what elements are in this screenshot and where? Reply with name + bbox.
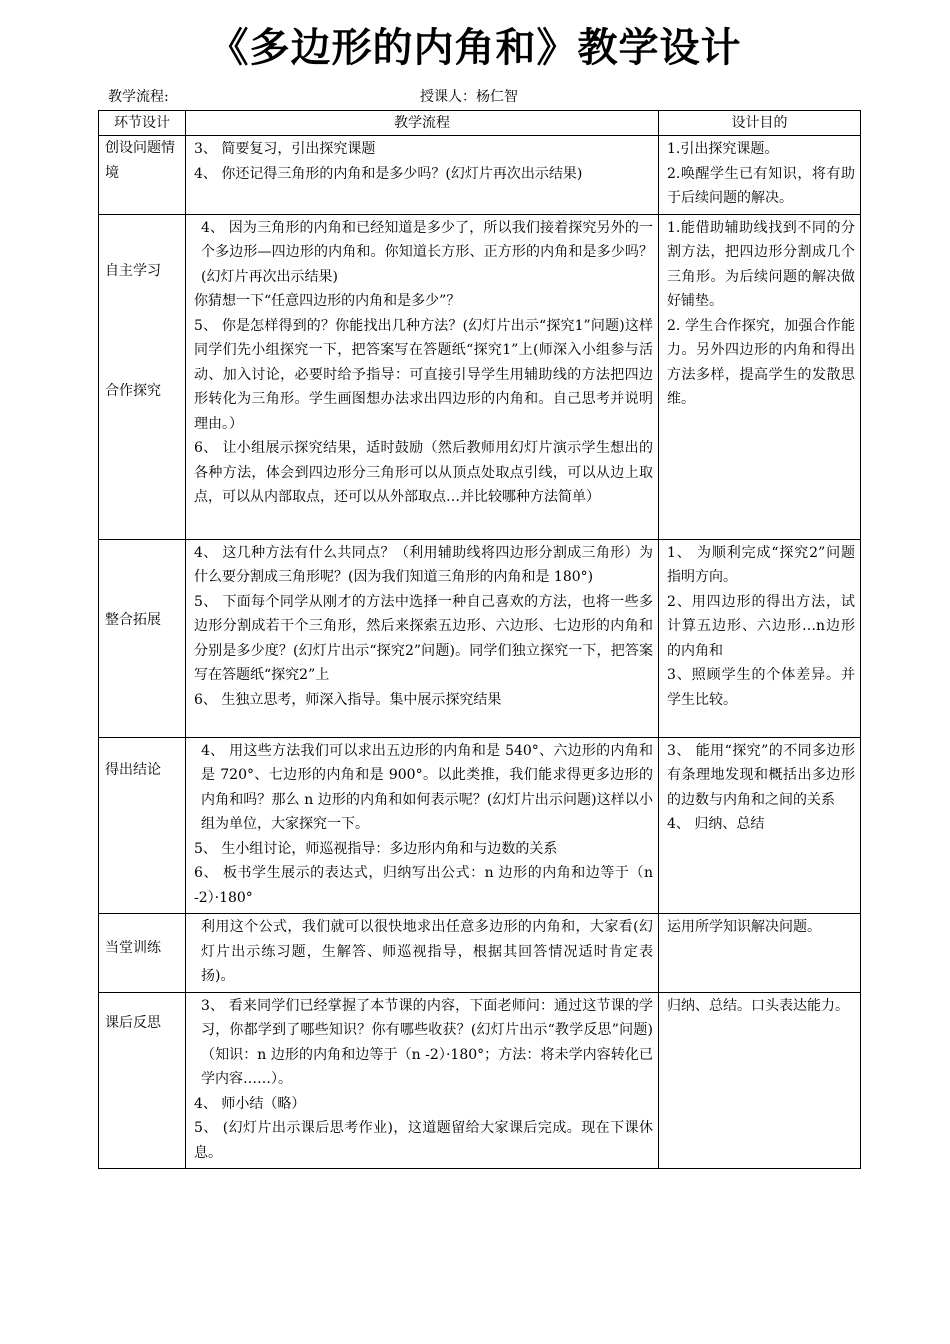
flow-paragraph: 6、 生独立思考，师深入指导。集中展示探究结果 xyxy=(194,691,502,708)
stage-label: 课后反思 xyxy=(105,1014,161,1031)
purpose-cell xyxy=(659,914,861,993)
stage-label: 得出结论 xyxy=(105,761,161,778)
table-row xyxy=(99,214,861,539)
stage-cell xyxy=(99,136,186,215)
flow-paragraph: 5、 生小组讨论，师巡视指导：多边形内角和与边数的关系 xyxy=(194,840,558,857)
flow-paragraph: 4、 这几种方法有什么共同点？（利用辅助线将四边形分割成三角形）为什么要分割成三角形呢？(因为我们知道三角形的内角和是 180°) xyxy=(194,544,653,585)
stage-label: 合作探究 xyxy=(105,383,161,399)
purpose-paragraph: 2、用四边形的得出方法，试计算五边形、六边形…n边形的内角和 xyxy=(667,593,855,659)
purpose-paragraph: 归纳、总结。口头表达能力。 xyxy=(667,997,849,1014)
header-stage: 环节设计 xyxy=(99,111,186,136)
flow-paragraph: 3、 看来同学们已经掌握了本节课的内容，下面老师问：通过这节课的学习，你都学到了哪些知识？你有哪些收获？(幻灯片出示“教学反思”问题)（知识：n 边形的内角和边等于（n -2）·180°；方法：将未学内容转化已学内容……）。 xyxy=(201,997,653,1087)
stage-label: 整合拓展 xyxy=(105,611,161,628)
teacher-name: 授课人：杨仁智 xyxy=(420,89,518,105)
flow-paragraph: 你猜想一下“任意四边形的内角和是多少”？ xyxy=(194,293,461,309)
stage-cell xyxy=(99,214,186,539)
header-purpose: 设计目的 xyxy=(659,111,861,136)
flow-paragraph: 利用这个公式，我们就可以很快地求出任意多边形的内角和，大家看(幻灯片出示练习题，生解答、师巡视指导，根据其回答情况适时肯定表扬)。 xyxy=(201,919,653,984)
flow-paragraph: 6、 让小组展示探究结果，适时鼓励（然后教师用幻灯片演示学生想出的各种方法，体会到四边形分三角形可以从顶点处取点引线，可以从边上取点，可以从内部取点，还可以从外部取点…并比较哪种方法简单） xyxy=(194,440,653,505)
stage-label: 创设问题情境 xyxy=(105,140,175,181)
document-title: 《多边形的内角和》教学设计 xyxy=(208,25,742,71)
purpose-cell xyxy=(659,136,861,215)
flow-paragraph: 5、 你是怎样得到的？你能找出几种方法？(幻灯片出示“探究1”问题)这样同学们先小组探究一下，把答案写在答题纸“探究1”上(师深入小组参与活动、加入讨论，必要时给予指导：可直接引导学生用辅助线的方法把四边形转化为三角形。学生画图想办法求出四边形的内角和。自己思考并说明理由。） xyxy=(194,317,653,432)
header-flow: 教学流程 xyxy=(186,111,659,136)
purpose-cell xyxy=(659,737,861,914)
stage-label: 自主学习 xyxy=(105,262,161,279)
purpose-paragraph: 1、 为顺利完成“探究2”问题指明方向。 xyxy=(667,544,855,585)
flow-cell xyxy=(186,214,659,539)
stage-label: 当堂训练 xyxy=(105,940,161,956)
flow-paragraph: 5、 下面每个同学从刚才的方法中选择一种自己喜欢的方法，也将一些多边形分割成若干个三角形，然后来探索五边形、六边形、七边形的内角和分别是多少度？(幻灯片出示“探究2”问题)。同学们独立探究一下，把答案写在答题纸“探究2”上 xyxy=(194,593,653,683)
table-row xyxy=(99,914,861,993)
lesson-plan-table xyxy=(98,110,861,1169)
purpose-paragraph: 1.能借助辅助线找到不同的分割方法，把四边形分割成几个三角形。为后续问题的解决做好铺垫。 xyxy=(667,219,855,309)
purpose-cell xyxy=(659,214,861,539)
purpose-paragraph: 3、照顾学生的个体差异。并学生比较。 xyxy=(667,667,855,708)
purpose-paragraph: 1.引出探究课题。 xyxy=(667,141,779,157)
purpose-paragraph: 运用所学知识解决问题。 xyxy=(667,919,821,935)
purpose-cell xyxy=(659,539,861,737)
flow-label: 教学流程: xyxy=(108,89,169,105)
flow-cell xyxy=(186,136,659,215)
flow-cell xyxy=(186,539,659,737)
table-row xyxy=(99,737,861,914)
stage-cell xyxy=(99,737,186,914)
stage-cell xyxy=(99,914,186,993)
flow-paragraph: 4、 你还记得三角形的内角和是多少吗？(幻灯片再次出示结果) xyxy=(194,165,583,182)
purpose-paragraph: 3、 能用“探究”的不同多边形有条理地发现和概括出多边形的边数与内角和之间的关系 xyxy=(667,742,855,808)
table-row xyxy=(99,539,861,737)
flow-paragraph: 5、 (幻灯片出示课后思考作业)，这道题留给大家课后完成。现在下课休息。 xyxy=(194,1120,653,1161)
flow-paragraph: 4、 师小结（略） xyxy=(194,1095,306,1112)
flow-cell xyxy=(186,992,659,1169)
flow-cell xyxy=(186,914,659,993)
flow-paragraph: 4、 用这些方法我们可以求出五边形的内角和是 540°、六边形的内角和是 720°、七边形的内角和是 900°。以此类推，我们能求得更多边形的内角和吗？那么 n 边形的内角和如何表示呢？(幻灯片出示问题)这样以小组为单位，大家探究一下。 xyxy=(201,742,653,832)
table-header-row xyxy=(99,111,861,136)
flow-paragraph: 3、 简要复习，引出探究课题 xyxy=(194,141,376,157)
purpose-paragraph: 2.唤醒学生已有知识，将有助于后续问题的解决。 xyxy=(667,165,855,206)
stage-cell xyxy=(99,992,186,1169)
flow-paragraph: 6、 板书学生展示的表达式，归纳写出公式：n 边形的内角和边等于（n -2）·180° xyxy=(194,865,653,906)
flow-cell xyxy=(186,737,659,914)
table-row xyxy=(99,992,861,1169)
purpose-paragraph: 4、 归纳、总结 xyxy=(667,816,765,832)
flow-paragraph: 4、 因为三角形的内角和已经知道是多少了，所以我们接着探究另外的一个多边形—四边形的内角和。你知道长方形、正方形的内角和是多少吗？(幻灯片再次出示结果) xyxy=(201,219,653,285)
stage-cell xyxy=(99,539,186,737)
purpose-paragraph: 2. 学生合作探究，加强合作能力。另外四边形的内角和得出方法多样，提高学生的发散思维。 xyxy=(667,317,855,407)
purpose-cell xyxy=(659,992,861,1169)
table-row xyxy=(99,136,861,215)
